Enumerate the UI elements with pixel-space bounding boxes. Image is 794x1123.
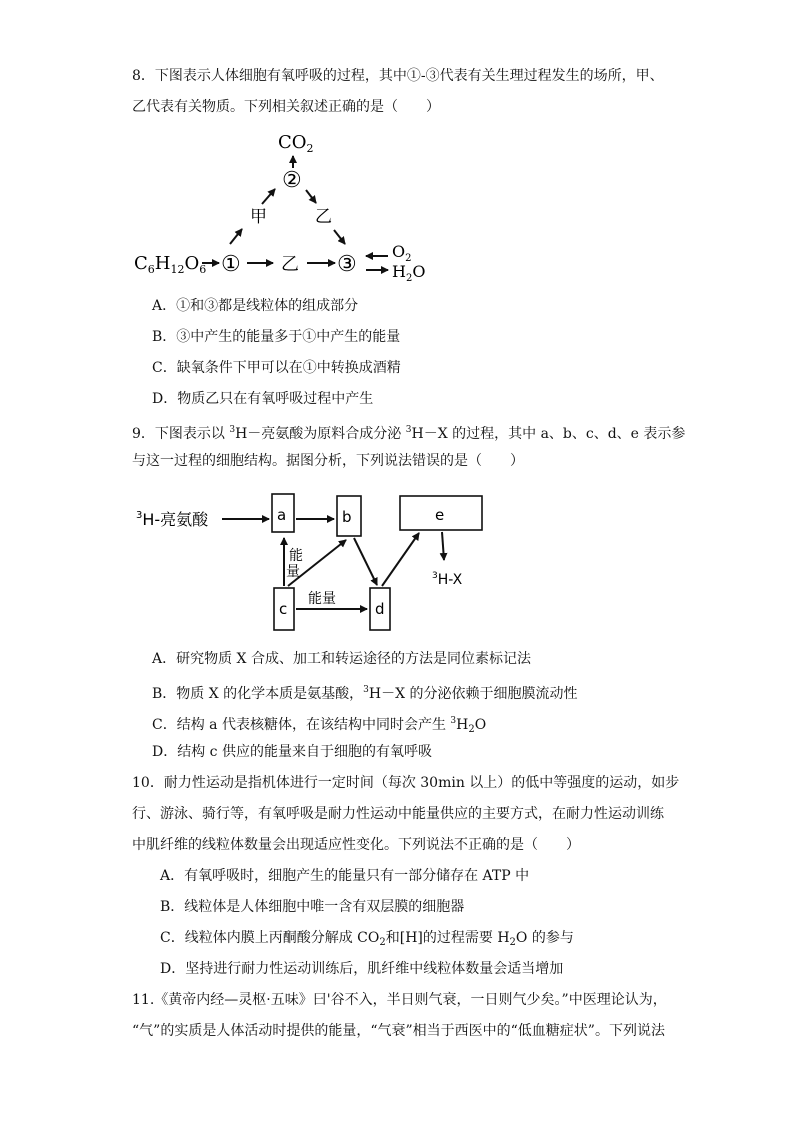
q8-glucose-label: $C_6H_{12}O_6$ bbox=[134, 253, 207, 276]
q10-stem-line-2: 行、游泳、骑行等，有氧呼吸是耐力性运动中能量供应的主要方式，在耐力性运动训练 bbox=[132, 806, 664, 822]
q8-stem-line-1: 8．下图表示人体细胞有氧呼吸的过程，其中①-③代表有关生理过程发生的场所，甲、 bbox=[132, 68, 664, 84]
q9-box-e-label: e bbox=[435, 506, 445, 524]
q9-box-c-label: c bbox=[279, 600, 288, 618]
q11-stem-line-1: 11.《黄帝内经—灵枢·五味》曰'谷不入，半日则气衰，一日则气少矣。”中医理论认为， bbox=[132, 992, 667, 1008]
q8-arrow-1-to-jia bbox=[230, 229, 242, 244]
q8-respiration-diagram bbox=[120, 126, 450, 286]
q9-box-b-label: b bbox=[342, 508, 352, 526]
q8-node-3: ③ bbox=[337, 252, 357, 277]
q9-arrow-b-to-d bbox=[354, 538, 377, 585]
q10-option-b: B．线粒体是人体细胞中唯一含有双层膜的细胞器 bbox=[160, 899, 465, 915]
q8-option-d: D．物质乙只在有氧呼吸过程中产生 bbox=[152, 391, 374, 407]
q11-stem-line-2: “气”的实质是人体活动时提供的能量，“气衰”相当于西医中的“低血糖症状”。下列说法 bbox=[132, 1023, 665, 1039]
q9-box-a-label: a bbox=[277, 506, 287, 524]
q10-option-d: D．坚持进行耐力性运动训练后，肌纤维中线粒体数量会适当增加 bbox=[160, 961, 564, 977]
q9-input-label: $^3$H-亮氨酸 bbox=[136, 510, 209, 529]
q10-option-c: C．线粒体内膜上丙酮酸分解成 $CO_2$和[H]的过程需要 $H_2O$ 的参与 bbox=[160, 930, 574, 948]
q8-label-jia: 甲 bbox=[250, 207, 267, 227]
q8-arrow-jia-to-2 bbox=[262, 189, 275, 204]
q8-option-a: A．①和③都是线粒体的组成部分 bbox=[152, 298, 359, 314]
q8-arrow-yi-to-3 bbox=[334, 230, 345, 244]
q9-stem-line-1: 9．下图表示以 $^3$H－亮氨酸为原料合成分泌 $^3$H－X 的过程，其中 a、b、c、d、e 表示参 bbox=[132, 425, 686, 442]
q10-stem-line-3: 中肌纤维的线粒体数量会出现适应性变化。下列说法不正确的是（ ） bbox=[132, 837, 580, 853]
q8-co2-label: $CO_2$ bbox=[278, 132, 314, 155]
q9-stem-line-2: 与这一过程的细胞结构。据图分析，下列说法错误的是（ ） bbox=[132, 453, 524, 469]
q8-label-yi-lower: 乙 bbox=[281, 254, 299, 275]
q8-label-yi-upper: 乙 bbox=[315, 207, 332, 227]
q10-stem-line-1: 10．耐力性运动是指机体进行一定时间（每次 30min 以上）的低中等强度的运动，如步 bbox=[132, 775, 680, 791]
q9-arrow-d-to-e bbox=[382, 533, 419, 586]
q8-option-b: B．③中产生的能量多于①中产生的能量 bbox=[152, 329, 401, 345]
q8-node-2: ② bbox=[282, 168, 302, 193]
q8-h2o-label: $H_2O$ bbox=[392, 262, 426, 284]
q9-output-label: $^3$H-X bbox=[432, 571, 463, 588]
q9-box-d-label: d bbox=[375, 600, 385, 618]
q8-arrow-2-to-yi bbox=[306, 190, 316, 203]
q9-energy-label-2: 能量 bbox=[308, 591, 336, 607]
q10-option-a: A．有氧呼吸时，细胞产生的能量只有一部分储存在 ATP 中 bbox=[160, 868, 530, 884]
q8-o2-label: $O_2$ bbox=[392, 242, 412, 264]
q8-stem-line-2: 乙代表有关物质。下列相关叙述正确的是（ ） bbox=[132, 99, 440, 115]
q9-option-c: C．结构 a 代表核糖体，在该结构中同时会产生 $^3H_2O$ bbox=[152, 716, 487, 735]
q9-option-d: D．结构 c 供应的能量来自于细胞的有氧呼吸 bbox=[152, 744, 432, 760]
q9-energy-label-1b: 量 bbox=[286, 564, 300, 580]
q9-energy-label-1a: 能 bbox=[289, 548, 303, 564]
q9-option-a: A．研究物质 X 合成、加工和转运途径的方法是同位素标记法 bbox=[152, 651, 531, 667]
q8-node-1: ① bbox=[221, 252, 241, 277]
q8-option-c: C．缺氧条件下甲可以在①中转换成酒精 bbox=[152, 360, 401, 376]
q9-option-b: B．物质 X 的化学本质是氨基酸，$^3$H－X 的分泌依赖于细胞膜流动性 bbox=[152, 685, 578, 702]
q9-secretion-diagram bbox=[126, 488, 496, 638]
q9-arrow-e-to-output bbox=[442, 532, 444, 560]
